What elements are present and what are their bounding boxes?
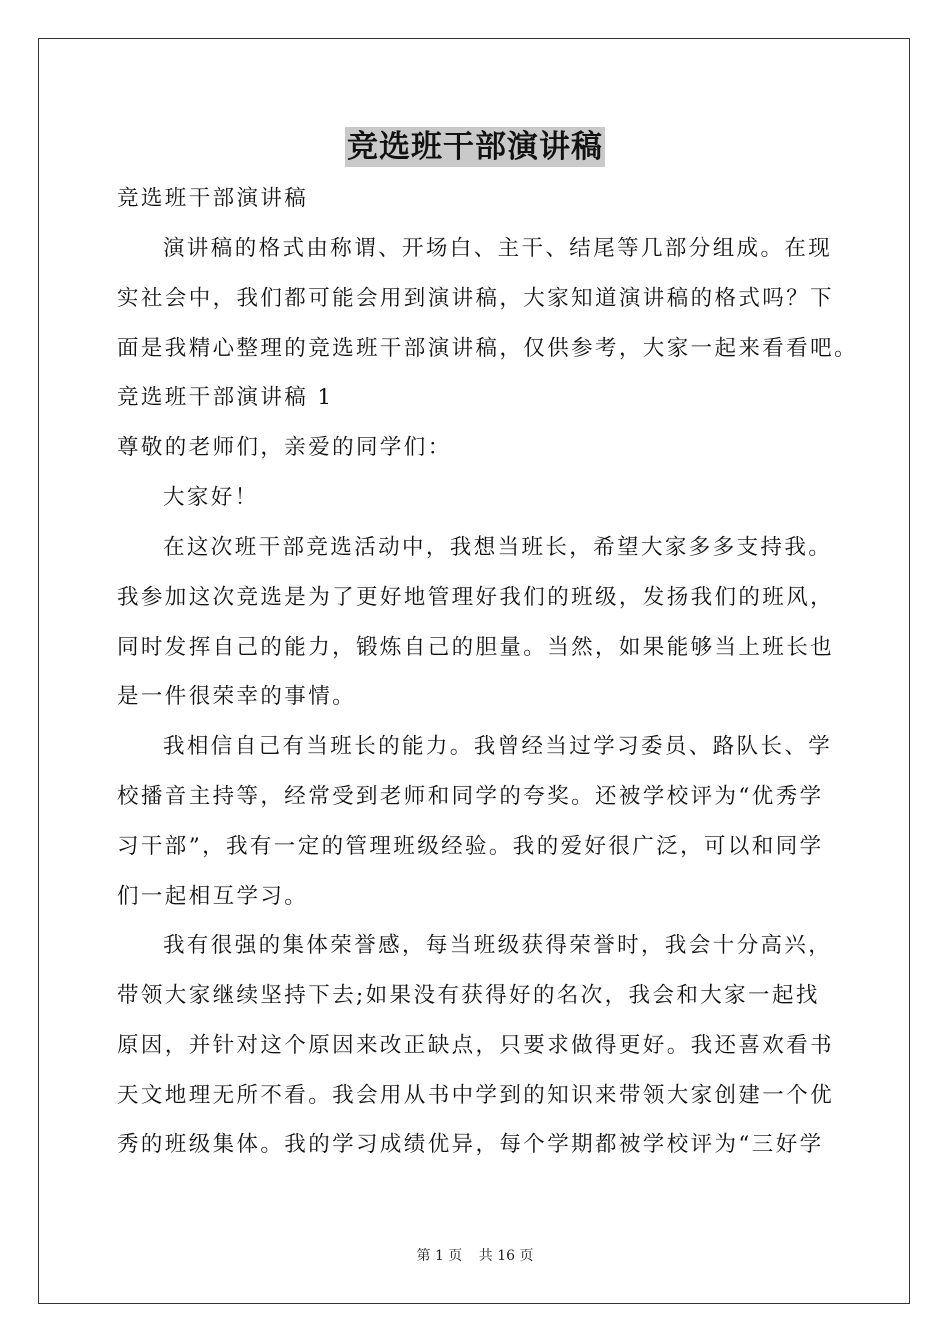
text-line: 校播音主持等，经常受到老师和同学的夸奖。还被学校评为“优秀学 (117, 784, 824, 809)
text-line: 秀的班级集体。我的学习成绩优异，每个学期都被学校评为“三好学 (117, 1132, 824, 1157)
page-border (38, 38, 910, 1304)
page-total: 共 16 页 (478, 1248, 534, 1264)
text-line: 习干部”，我有一定的管理班级经验。我的爱好很广泛，可以和同学 (117, 834, 824, 859)
title-area (0, 127, 950, 167)
text-line: 带领大家继续坚持下去;如果没有获得好的名次，我会和大家一起找 (117, 983, 820, 1008)
text-line: 们一起相互学习。 (117, 884, 309, 909)
document-title: 竞选班干部演讲稿 (347, 129, 603, 165)
text-line: 竞选班干部演讲稿 1 (117, 385, 334, 410)
text-line: 我有很强的集体荣誉感，每当班级获得荣誉时，我会十分高兴， (163, 933, 833, 958)
text-line: 在这次班干部竞选活动中，我想当班长，希望大家多多支持我。 (163, 535, 833, 560)
text-line: 我参加这次竞选是为了更好地管理好我们的班级，发扬我们的班风， (117, 585, 835, 610)
text-line: 大家好！ (163, 485, 259, 510)
text-line: 天文地理无所不看。我会用从书中学到的知识来带领大家创建一个优 (117, 1083, 835, 1108)
page-number: 第 1 页 (416, 1248, 463, 1264)
text-line: 面是我精心整理的竞选班干部演讲稿，仅供参考，大家一起来看看吧。 (117, 336, 858, 361)
text-line: 是一件很荣幸的事情。 (117, 684, 357, 709)
page-footer (0, 1245, 950, 1265)
text-line: 实社会中，我们都可能会用到演讲稿，大家知道演讲稿的格式吗？下 (117, 286, 835, 311)
text-line: 竞选班干部演讲稿 (117, 186, 309, 211)
text-line: 同时发挥自己的能力，锻炼自己的胆量。当然，如果能够当上班长也 (117, 635, 835, 660)
text-line: 我相信自己有当班长的能力。我曾经当过学习委员、路队长、学 (163, 734, 833, 759)
text-line: 尊敬的老师们，亲爱的同学们： (117, 435, 452, 460)
text-line: 原因，并针对这个原因来改正缺点，只要求做得更好。我还喜欢看书 (117, 1033, 835, 1058)
text-line: 演讲稿的格式由称谓、开场白、主干、结尾等几部分组成。在现 (163, 236, 833, 261)
